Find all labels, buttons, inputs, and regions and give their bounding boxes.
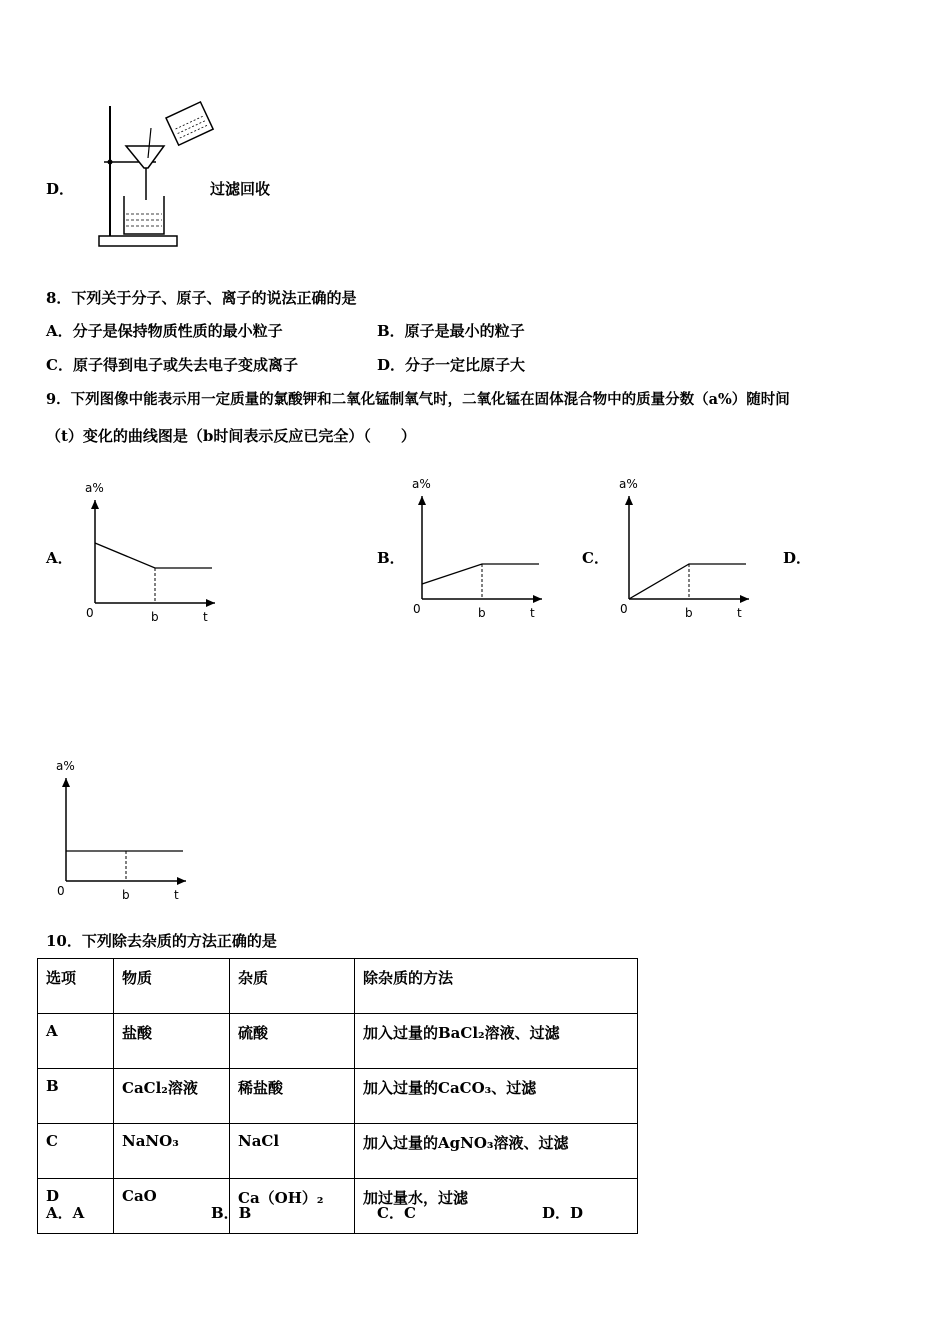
table-row [38,1069,638,1124]
x-axis-label: t [530,606,535,620]
q8-option-d[interactable]: D．分子一定比原子大 [377,356,526,374]
q10-option-c[interactable]: C．C [377,1204,416,1222]
graph-a [82,472,222,622]
data-curve [95,543,212,568]
data-curve [629,564,746,599]
table-cell: A [38,1014,114,1069]
origin-label: 0 [86,606,94,620]
y-axis-arrow [418,496,426,505]
graph-b [409,468,549,618]
table-cell: 稀盐酸 [230,1069,355,1124]
q10-option-a[interactable]: A．A [46,1204,85,1222]
table-cell: NaNO₃ [114,1124,230,1179]
q8-option-b[interactable]: B．原子是最小的粒子 [377,322,525,340]
q9-stem-line2: （t）变化的曲线图是（b时间表示反应已完全）（ ） [46,427,416,445]
q9-option-c-letter[interactable]: C． [582,549,609,567]
table-cell: 加入过量的CaCO₃、过滤 [355,1069,638,1124]
y-axis-arrow [62,778,70,787]
table-cell: C [38,1124,114,1179]
table-cell: 加入过量的AgNO₃溶液、过滤 [355,1124,638,1179]
b-tick-label: b [151,610,159,624]
q8-stem: 8．下列关于分子、原子、离子的说法正确的是 [46,289,357,307]
q9-option-b-letter[interactable]: B． [377,549,405,567]
data-curve [422,564,539,584]
x-axis-label: t [737,606,742,620]
table-cell: Ca（OH）₂ [230,1179,355,1234]
table-cell: CaO [114,1179,230,1234]
b-tick-label: b [685,606,693,620]
y-axis-label: a% [412,477,431,491]
origin-label: 0 [413,602,421,616]
table-cell: 加入过量的BaCl₂溶液、过滤 [355,1014,638,1069]
table-cell: 硫酸 [230,1014,355,1069]
graph-c [616,468,756,618]
y-axis-label: a% [56,759,75,773]
origin-label: 0 [57,884,65,898]
table-row [38,1124,638,1179]
table-cell: B [38,1069,114,1124]
q8-option-a[interactable]: A．分子是保持物质性质的最小粒子 [46,322,283,340]
y-axis-label: a% [85,481,104,495]
table-cell: NaCl [230,1124,355,1179]
x-axis-arrow [740,595,749,603]
table-cell: 盐酸 [114,1014,230,1069]
table-header-cell: 物质 [114,959,230,1014]
q8-option-c[interactable]: C．原子得到电子或失去电子变成离子 [46,356,298,374]
table-header-cell: 选项 [38,959,114,1014]
x-axis-label: t [203,610,208,624]
q9-option-a-letter[interactable]: A． [46,549,73,567]
table-cell: CaCl₂溶液 [114,1069,230,1124]
x-axis-arrow [533,595,542,603]
table-header-row [38,959,638,1014]
b-tick-label: b [122,888,130,902]
q9-stem-line1: 9．下列图像中能表示用一定质量的氯酸钾和二氧化锰制氧气时，二氧化锰在固体混合物中的质量分数（a%）随时间 [46,391,790,408]
table-cell: D [38,1179,114,1234]
filtration-apparatus-illustration [96,100,216,250]
q10-option-b[interactable]: B．B [211,1204,252,1222]
y-axis-arrow [625,496,633,505]
table-header-cell: 除杂质的方法 [355,959,638,1014]
origin-label: 0 [620,602,628,616]
q10-option-d[interactable]: D．D [542,1204,584,1222]
x-axis-arrow [177,877,186,885]
y-axis-label: a% [619,477,638,491]
x-axis-arrow [206,599,215,607]
q7-option-d-letter: D． [46,180,75,198]
table-header-cell: 杂质 [230,959,355,1014]
q9-option-d-letter[interactable]: D． [783,549,812,567]
impurity-table [37,958,638,1234]
graph-d [53,750,193,900]
table-row [38,1014,638,1069]
b-tick-label: b [478,606,486,620]
x-axis-label: t [174,888,179,902]
y-axis-arrow [91,500,99,509]
q10-stem: 10．下列除去杂质的方法正确的是 [46,932,277,950]
table-cell: 加过量水，过滤 [355,1179,638,1234]
q7-option-d-text: 过滤回收 [210,180,271,198]
